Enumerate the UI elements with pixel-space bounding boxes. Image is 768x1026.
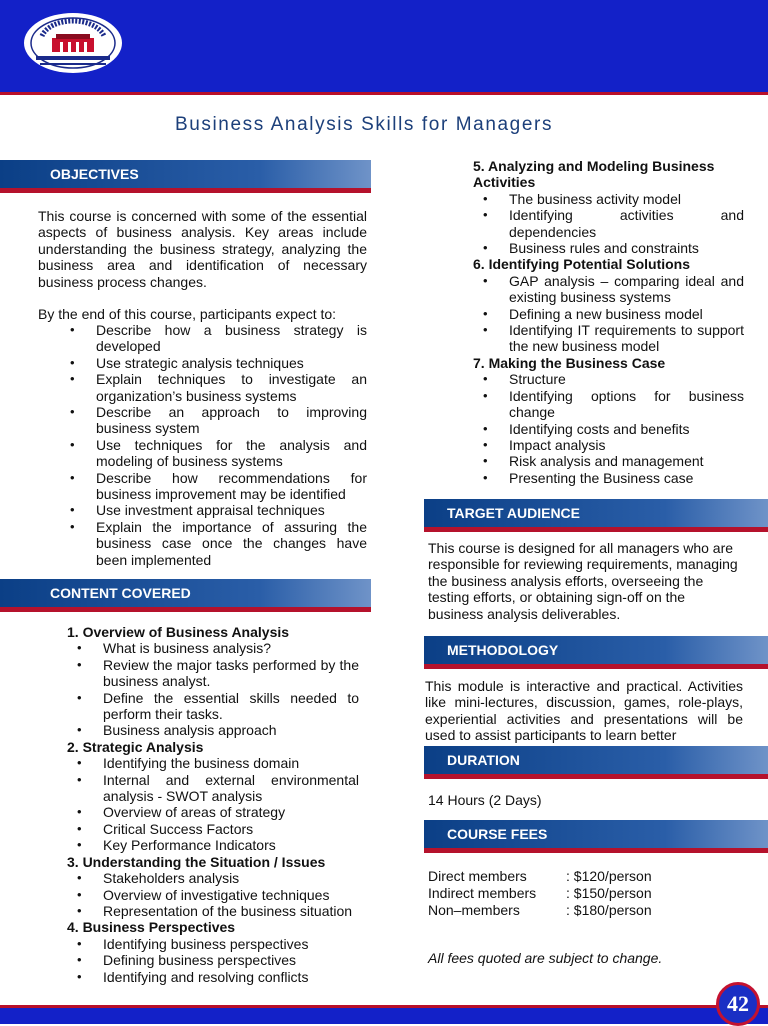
list-item: • Explain techniques to investigate an organization’s business systems xyxy=(60,371,367,404)
page-title: Business Analysis Skills for Managers xyxy=(174,114,554,135)
target-audience-heading: TARGET AUDIENCE xyxy=(447,505,580,521)
content-section-list xyxy=(67,640,359,738)
objectives-heading: OBJECTIVES xyxy=(50,166,139,182)
list-item: • Presenting the Business case xyxy=(473,470,744,486)
list-item: • Representation of the business situation xyxy=(67,903,359,919)
content-section-title: 2. Strategic Analysis xyxy=(67,738,204,755)
list-item: • Structure xyxy=(473,371,744,387)
methodology-heading: METHODOLOGY xyxy=(447,642,559,658)
duration-text: 14 Hours (2 Days) xyxy=(428,792,542,808)
content-section-list xyxy=(473,371,744,486)
content-section-title: 7. Making the Business Case xyxy=(473,354,666,371)
fee-price: : $180/person xyxy=(566,901,652,918)
duration-heading: DURATION xyxy=(447,752,520,768)
content-right-column xyxy=(473,158,744,486)
list-item: • Overview of investigative techniques xyxy=(67,887,359,903)
content-section-list xyxy=(67,755,359,853)
content-header xyxy=(0,579,371,612)
list-item: • Business analysis approach xyxy=(67,722,359,738)
list-item: • Review the major tasks performed by the business analyst. xyxy=(67,657,359,690)
content-section-title: 1. Overview of Business Analysis xyxy=(67,624,290,640)
content-left-column xyxy=(67,624,359,985)
organization-logo xyxy=(22,12,124,74)
list-item: • Define the essential skills needed to perform their tasks. xyxy=(67,690,359,723)
course-fees-heading: COURSE FEES xyxy=(447,826,548,842)
duration-header xyxy=(424,746,768,779)
list-item: • Use strategic analysis techniques xyxy=(60,355,367,371)
footer-bar xyxy=(0,1008,768,1024)
list-item: • Describe an approach to improving business system xyxy=(60,404,367,437)
target-audience-text: This course is designed for all managers who are responsible for reviewing requirements, managing the business analysis efforts, overseeing the testing efforts, or obtaining sign-off on the business analysis deliverables. xyxy=(428,540,738,622)
list-item: • Identifying options for business change xyxy=(473,388,744,421)
list-item: • Business rules and constraints xyxy=(473,240,744,256)
objectives-intro: This course is concerned with some of the essential aspects of business analysis. Key areas include understanding the business strategy, analyzing the business area and identification of necessary business process changes. xyxy=(38,208,367,290)
header-bar xyxy=(0,0,768,92)
list-item: • Defining a new business model xyxy=(473,306,744,322)
fee-price: : $120/person xyxy=(566,868,652,884)
course-fees-header xyxy=(424,820,768,853)
list-item: • Key Performance Indicators xyxy=(67,837,359,853)
list-item: • Critical Success Factors xyxy=(67,821,359,837)
list-item: • Use techniques for the analysis and modeling of business systems xyxy=(60,437,367,470)
list-item: • What is business analysis? xyxy=(67,640,359,656)
content-section-title: 5. Analyzing and Modeling Business Activities xyxy=(473,158,715,191)
table-row xyxy=(428,902,652,919)
fee-label: Direct members xyxy=(428,868,527,884)
content-section-list xyxy=(473,273,744,355)
fee-label: Non–members xyxy=(428,901,520,918)
fees-table xyxy=(428,868,652,918)
list-item: • The business activity model xyxy=(473,191,744,207)
table-row xyxy=(428,885,652,902)
content-section-title: 4. Business Perspectives xyxy=(67,919,236,936)
list-item: • Identifying the business domain xyxy=(67,755,359,771)
list-item: • Risk analysis and management xyxy=(473,453,744,469)
target-audience-header xyxy=(424,499,768,532)
list-item: • Describe how recommendations for business improvement may be identified xyxy=(60,470,367,503)
fees-note: All fees quoted are subject to change. xyxy=(428,950,663,966)
page-number-badge: 42 xyxy=(716,982,760,1026)
content-section-list xyxy=(67,936,359,985)
content-section-title: 3. Understanding the Situation / Issues xyxy=(67,853,326,870)
list-item: • Describe how a business strategy is developed xyxy=(60,322,367,355)
fee-label: Indirect members xyxy=(428,884,537,901)
content-section-list xyxy=(67,870,359,919)
objectives-lead: By the end of this course, participants expect to: xyxy=(38,306,337,322)
content-heading: CONTENT COVERED xyxy=(50,585,191,601)
header-rule xyxy=(0,92,768,95)
list-item: • Internal and external environmental analysis - SWOT analysis xyxy=(67,772,359,805)
list-item: • Stakeholders analysis xyxy=(67,870,359,886)
list-item: • Identifying costs and benefits xyxy=(473,421,744,437)
list-item: • Identifying business perspectives xyxy=(67,936,359,952)
objectives-list xyxy=(60,322,367,568)
objectives-header xyxy=(0,160,371,193)
list-item: • Defining business perspectives xyxy=(67,952,359,968)
table-row xyxy=(428,868,652,885)
list-item: • Explain the importance of assuring the business case once the changes have been implemented xyxy=(60,519,367,568)
methodology-header xyxy=(424,636,768,669)
list-item: • Identifying activities and dependencies xyxy=(473,207,744,240)
list-item: • GAP analysis – comparing ideal and existing business systems xyxy=(473,273,744,306)
content-section-list xyxy=(473,191,744,257)
list-item: • Use investment appraisal techniques xyxy=(60,502,367,518)
list-item: • Identifying IT requirements to support the new business model xyxy=(473,322,744,355)
list-item: • Impact analysis xyxy=(473,437,744,453)
list-item: • Overview of areas of strategy xyxy=(67,804,359,820)
methodology-text: This module is interactive and practical. Activities like mini-lectures, discussion, games, role-plays, experiential activities and presentations will be used to assist participants to learn better xyxy=(425,678,743,744)
fee-price: : $150/person xyxy=(566,884,652,901)
list-item: • Identifying and resolving conflicts xyxy=(67,969,359,985)
content-section-title: 6. Identifying Potential Solutions xyxy=(473,256,691,273)
